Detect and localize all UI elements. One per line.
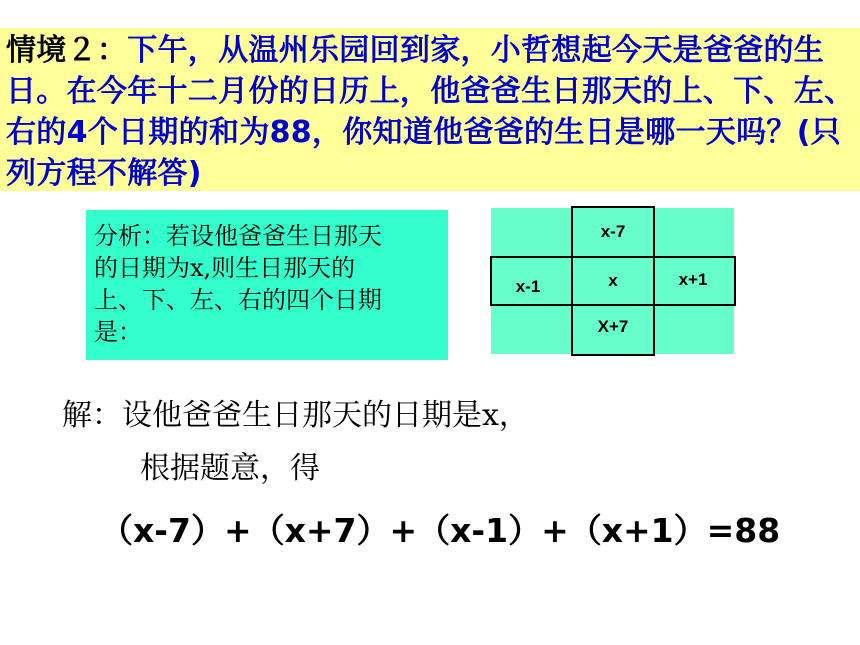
equation: （x-7）+（x+7）+（x-1）+（x+1）=88 bbox=[100, 511, 781, 550]
cell-top: x-7 bbox=[600, 222, 626, 241]
cell-bottom: X+7 bbox=[597, 317, 629, 336]
cell-center: x bbox=[608, 271, 618, 290]
grid-line bbox=[571, 354, 655, 356]
problem-body: 下午，从温州乐园回到家，小哲想起今天是爸爸的生日。在今年十二月份的日历上，他爸爸生日那天的上、下、左、右的4个日期的和为88，你知道他爸爸的生日是哪一天吗？(只列方程不解答) bbox=[6, 33, 855, 191]
solution-setup: 解：设他爸爸生日那天的日期是x， bbox=[62, 398, 529, 433]
grid-line bbox=[734, 256, 736, 306]
cell-left: x-1 bbox=[515, 277, 541, 296]
grid-line bbox=[571, 206, 655, 208]
problem-statement bbox=[6, 30, 858, 194]
solution-step: 根据题意，得 bbox=[140, 451, 320, 486]
analysis-text: 分析：若设他爸爸生日那天的日期为x,则生日那天的上、下、左、右的四个日期是： bbox=[94, 222, 382, 346]
grid-line bbox=[491, 304, 736, 306]
cell-right: x+1 bbox=[678, 270, 708, 289]
problem-label: 情境２： bbox=[6, 33, 128, 68]
grid-line bbox=[491, 256, 736, 258]
